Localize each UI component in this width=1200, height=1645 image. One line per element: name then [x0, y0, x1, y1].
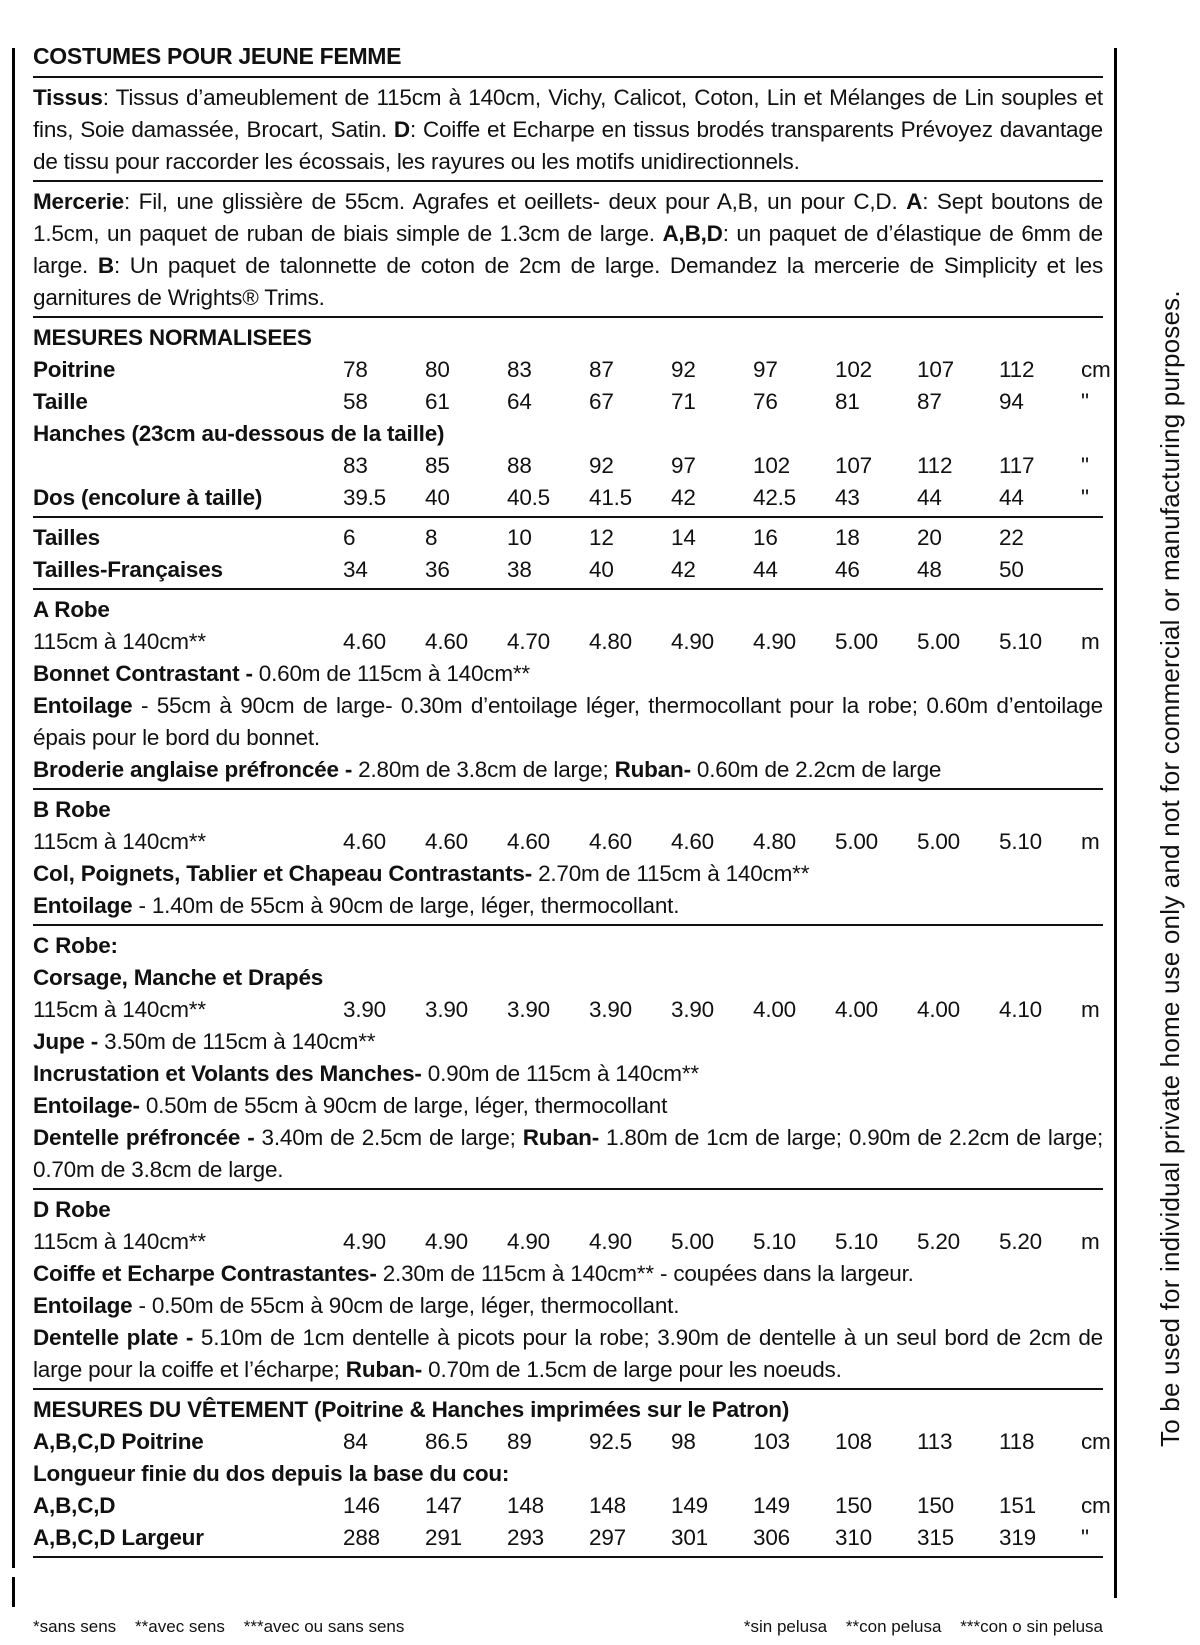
view-b-section: [33, 794, 1103, 922]
unit-cell: ": [1081, 485, 1089, 510]
value-cell: 14: [671, 525, 696, 550]
view-c-subheading: Corsage, Manche et Drapés: [33, 965, 324, 990]
value-cell: 40: [425, 485, 450, 510]
measures-heading: MESURES NORMALISEES: [33, 325, 312, 350]
value-cell: 12: [589, 525, 614, 550]
incrustation-text: 0.90m de 115cm à 140cm**: [427, 1061, 699, 1086]
value-cell: 84: [343, 1429, 368, 1454]
mercerie-a-label: A: [906, 189, 923, 214]
value-cell: 50: [999, 557, 1024, 582]
left-border-lower: [12, 1577, 15, 1607]
mercerie-label: Mercerie: [33, 189, 124, 214]
tissus-section: [33, 82, 1103, 178]
value-cell: 71: [671, 389, 696, 414]
value-cell: 87: [589, 357, 614, 382]
value-cell: 150: [835, 1493, 872, 1518]
value-cell: 4.90: [753, 629, 796, 654]
value-cell: 97: [671, 453, 696, 478]
mercerie-text: : Fil, une glissière de 55cm. Agrafes et oeillets- deux pour A,B, un pour C,D.: [123, 189, 907, 214]
value-cell: 89: [507, 1429, 532, 1454]
divider: [33, 316, 1103, 318]
view-d-section: [33, 1194, 1103, 1386]
value-cell: 4.60: [589, 829, 632, 854]
mercerie-text: : Un paquet de talonnette de coton de 2cm de large. Demandez la mercerie de Simplicity et les garnitures de Wrights® Trims.: [33, 253, 1103, 310]
garment-heading: MESURES DU VÊTEMENT (Poitrine & Hanches imprimées sur le Patron): [33, 1397, 790, 1422]
value-cell: 5.20: [999, 1229, 1042, 1254]
jupe-text: 3.50m de 115cm à 140cm**: [104, 1029, 376, 1054]
value-cell: 97: [753, 357, 778, 382]
value-cell: 67: [589, 389, 614, 414]
usage-disclaimer: To be used for individual private home use only and not for commercial or manufacturing purposes.: [1155, 290, 1185, 1447]
value-cell: 4.60: [343, 629, 386, 654]
value-cell: 4.00: [753, 997, 796, 1022]
value-cell: 149: [671, 1493, 708, 1518]
entoilage-text: 0.50m de 55cm à 90cm de large, léger, thermocollant: [145, 1093, 668, 1118]
divider: [33, 1556, 1103, 1558]
view-a-heading: A Robe: [33, 597, 110, 622]
size-row-tailles: [33, 522, 1103, 554]
unit-cell: cm: [1081, 1429, 1111, 1454]
value-cell: 16: [753, 525, 778, 550]
view-d-heading: D Robe: [33, 1197, 111, 1222]
entoilage-text: - 55cm à 90cm de large- 0.30m d’entoilage léger, thermocollant pour la robe; 0.60m d’entoilage épais pour le bord du bonnet.: [33, 693, 1103, 750]
value-cell: 4.60: [425, 629, 468, 654]
value-cell: 39.5: [343, 485, 386, 510]
col-label: Col, Poignets, Tablier et Chapeau Contrastants-: [33, 861, 539, 886]
value-cell: 107: [835, 453, 872, 478]
col-text: 2.70m de 115cm à 140cm**: [538, 861, 810, 886]
value-cell: 4.90: [507, 1229, 550, 1254]
value-cell: 108: [835, 1429, 872, 1454]
row-label: Taille: [33, 389, 88, 414]
entoilage-text: - 1.40m de 55cm à 90cm de large, léger, thermocollant.: [132, 893, 680, 918]
value-cell: 5.10: [999, 629, 1042, 654]
view-a-section: [33, 594, 1103, 786]
value-cell: 92: [671, 357, 696, 382]
value-cell: 5.10: [999, 829, 1042, 854]
size-row-francaises: [33, 554, 1103, 586]
incrustation-label: Incrustation et Volants des Manches-: [33, 1061, 428, 1086]
divider: [33, 788, 1103, 790]
value-cell: 42: [671, 557, 696, 582]
value-cell: 94: [999, 389, 1024, 414]
measure-row-dos: [33, 482, 1103, 514]
value-cell: 4.00: [917, 997, 960, 1022]
value-cell: 3.90: [589, 997, 632, 1022]
view-b-heading: B Robe: [33, 797, 111, 822]
value-cell: 5.00: [917, 829, 960, 854]
value-cell: 20: [917, 525, 942, 550]
value-cell: 5.00: [835, 829, 878, 854]
right-border: [1114, 48, 1117, 1598]
value-cell: 4.80: [589, 629, 632, 654]
garment-row-longueur: [33, 1490, 1111, 1522]
value-cell: 4.00: [835, 997, 878, 1022]
view-b-fabric-row: [33, 826, 1103, 858]
bonnet-label: Bonnet Contrastant -: [33, 661, 259, 686]
bonnet-text: 0.60m de 115cm à 140cm**: [258, 661, 530, 686]
value-cell: 92.5: [589, 1429, 632, 1454]
value-cell: 83: [507, 357, 532, 382]
value-cell: 4.60: [671, 829, 714, 854]
mercerie-section: [33, 186, 1103, 314]
row-label: A,B,C,D Poitrine: [33, 1429, 204, 1454]
value-cell: 36: [425, 557, 450, 582]
value-cell: 151: [999, 1493, 1036, 1518]
row-label: 115cm à 140cm**: [33, 997, 206, 1022]
entoilage-label: Entoilage: [33, 893, 133, 918]
unit-cell: m: [1081, 829, 1100, 854]
value-cell: 4.90: [343, 1229, 386, 1254]
entoilage-label: Entoilage: [33, 693, 133, 718]
value-cell: 148: [507, 1493, 544, 1518]
unit-cell: cm: [1081, 357, 1111, 382]
value-cell: 6: [343, 525, 356, 550]
broderie-text: 2.80m de 3.8cm de large;: [358, 757, 615, 782]
row-label: 115cm à 140cm**: [33, 629, 206, 654]
value-cell: 81: [835, 389, 860, 414]
unit-cell: cm: [1081, 1493, 1111, 1518]
value-cell: 4.10: [999, 997, 1042, 1022]
value-cell: 88: [507, 453, 532, 478]
measure-row-hanches: [33, 450, 1103, 482]
value-cell: 44: [917, 485, 942, 510]
jupe-label: Jupe -: [33, 1029, 105, 1054]
value-cell: 18: [835, 525, 860, 550]
value-cell: 10: [507, 525, 532, 550]
divider: [33, 924, 1103, 926]
value-cell: 293: [507, 1525, 544, 1550]
value-cell: 44: [999, 485, 1024, 510]
value-cell: 291: [425, 1525, 462, 1550]
value-cell: 22: [999, 525, 1024, 550]
value-cell: 40.5: [507, 485, 550, 510]
hanches-label: Hanches (23cm au-dessous de la taille): [33, 421, 445, 446]
unit-cell: ": [1081, 453, 1089, 478]
value-cell: 103: [753, 1429, 790, 1454]
unit-cell: ": [1081, 389, 1089, 414]
divider: [33, 76, 1103, 78]
entoilage-label: Entoilage: [33, 1293, 133, 1318]
value-cell: 98: [671, 1429, 696, 1454]
value-cell: 319: [999, 1525, 1036, 1550]
view-c-heading: C Robe:: [33, 933, 118, 958]
value-cell: 76: [753, 389, 778, 414]
value-cell: 310: [835, 1525, 872, 1550]
measure-row-taille: [33, 386, 1103, 418]
value-cell: 64: [507, 389, 532, 414]
dentelle-text: 5.10m de 1cm dentelle à picots pour la robe; 3.90m de dentelle à un seul bord de 2cm de large pour la coiffe et l’écharpe;: [33, 1325, 1103, 1382]
value-cell: 301: [671, 1525, 708, 1550]
garment-section: [33, 1394, 1111, 1554]
divider: [33, 516, 1103, 518]
value-cell: 102: [753, 453, 790, 478]
mercerie-abd-label: A,B,D: [662, 221, 723, 246]
divider: [33, 588, 1103, 590]
value-cell: 306: [753, 1525, 790, 1550]
tissus-d-text: : Coiffe et Echarpe en tissus brodés transparents Prévoyez davantage de tissu pour raccorder les écossais, les rayures ou les motifs unidirectionnels.: [33, 117, 1103, 174]
value-cell: 113: [917, 1429, 953, 1454]
view-c-fabric-row: [33, 994, 1103, 1026]
value-cell: 4.80: [753, 829, 796, 854]
view-c-section: [33, 930, 1103, 1186]
value-cell: 118: [999, 1429, 1035, 1454]
value-cell: 117: [999, 453, 1035, 478]
dentelle-label: Dentelle plate -: [33, 1325, 201, 1350]
value-cell: 4.60: [425, 829, 468, 854]
value-cell: 112: [917, 453, 953, 478]
value-cell: 38: [507, 557, 532, 582]
value-cell: 4.90: [671, 629, 714, 654]
longueur-label: Longueur finie du dos depuis la base du cou:: [33, 1461, 510, 1486]
value-cell: 80: [425, 357, 450, 382]
entoilage-label: Entoilage-: [33, 1093, 146, 1118]
tissus-d-label: D: [393, 117, 410, 142]
value-cell: 42: [671, 485, 696, 510]
ruban-label: Ruban-: [345, 1357, 429, 1382]
value-cell: 4.70: [507, 629, 550, 654]
value-cell: 147: [425, 1493, 462, 1518]
measure-row-poitrine: [33, 354, 1111, 386]
value-cell: 102: [835, 357, 872, 382]
value-cell: 149: [753, 1493, 790, 1518]
left-border: [12, 48, 15, 1568]
value-cell: 86.5: [425, 1429, 468, 1454]
value-cell: 112: [999, 357, 1035, 382]
value-cell: 43: [835, 485, 860, 510]
value-cell: 61: [425, 389, 450, 414]
sizes-section: [33, 522, 1103, 586]
row-label: A,B,C,D Largeur: [33, 1525, 204, 1550]
value-cell: 83: [343, 453, 368, 478]
value-cell: 5.00: [917, 629, 960, 654]
ruban-label: Ruban-: [522, 1125, 607, 1150]
row-label: A,B,C,D: [33, 1493, 116, 1518]
footnotes: [33, 1617, 1103, 1637]
value-cell: 3.90: [425, 997, 468, 1022]
divider: [33, 1388, 1103, 1390]
value-cell: 150: [917, 1493, 954, 1518]
row-label: Dos (encolure à taille): [33, 485, 263, 510]
mercerie-b-label: B: [97, 253, 114, 278]
coiffe-label: Coiffe et Echarpe Contrastantes-: [33, 1261, 383, 1286]
unit-cell: ": [1081, 1525, 1089, 1550]
value-cell: 315: [917, 1525, 954, 1550]
dentelle-label: Dentelle préfroncée -: [33, 1125, 262, 1150]
value-cell: 8: [425, 525, 438, 550]
row-label: 115cm à 140cm**: [33, 1229, 206, 1254]
unit-cell: m: [1081, 997, 1100, 1022]
row-label: 115cm à 140cm**: [33, 829, 206, 854]
tissus-label: Tissus: [33, 85, 103, 110]
unit-cell: m: [1081, 629, 1100, 654]
value-cell: 42.5: [753, 485, 796, 510]
ruban-label: Ruban-: [614, 757, 697, 782]
broderie-label: Broderie anglaise préfroncée -: [33, 757, 359, 782]
value-cell: 107: [917, 357, 954, 382]
coiffe-text: 2.30m de 115cm à 140cm** - coupées dans la largeur.: [382, 1261, 914, 1286]
dentelle-text: 3.40m de 2.5cm de large;: [261, 1125, 523, 1150]
unit-cell: m: [1081, 1229, 1100, 1254]
mercerie-text: : Sept boutons de 1.5cm, un paquet de ruban de biais simple de 1.3cm de large.: [33, 189, 1103, 246]
value-cell: 46: [835, 557, 860, 582]
value-cell: 4.60: [507, 829, 550, 854]
value-cell: 4.60: [343, 829, 386, 854]
row-label: Tailles: [33, 525, 100, 550]
value-cell: 146: [343, 1493, 380, 1518]
divider: [33, 180, 1103, 182]
divider: [33, 1188, 1103, 1190]
value-cell: 41.5: [589, 485, 632, 510]
row-label: Poitrine: [33, 357, 116, 382]
value-cell: 5.10: [835, 1229, 878, 1254]
value-cell: 5.00: [671, 1229, 714, 1254]
garment-row-poitrine: [33, 1426, 1111, 1458]
value-cell: 4.90: [425, 1229, 468, 1254]
value-cell: 87: [917, 389, 942, 414]
value-cell: 297: [589, 1525, 626, 1550]
footnote-fr: *sans sens **avec sens ***avec ou sans sens: [33, 1617, 405, 1636]
ruban-text: 0.70m de 1.5cm de large pour les noeuds.: [428, 1357, 842, 1382]
value-cell: 5.10: [753, 1229, 796, 1254]
measures-section: [33, 322, 1111, 514]
value-cell: 3.90: [507, 997, 550, 1022]
value-cell: 78: [343, 357, 368, 382]
value-cell: 85: [425, 453, 450, 478]
value-cell: 48: [917, 557, 942, 582]
value-cell: 3.90: [671, 997, 714, 1022]
view-a-fabric-row: [33, 626, 1103, 658]
value-cell: 148: [589, 1493, 626, 1518]
tissus-text: : Tissus d’ameublement de 115cm à 140cm, Vichy, Calicot, Coton, Lin et Mélanges de Lin souples et fins, Soie damassée, Brocart, Satin.: [33, 85, 1103, 142]
value-cell: 40: [589, 557, 614, 582]
row-label: Tailles-Françaises: [33, 557, 223, 582]
value-cell: 4.90: [589, 1229, 632, 1254]
page-title: COSTUMES POUR JEUNE FEMME: [33, 43, 402, 69]
footnote-es: *sin pelusa **con pelusa ***con o sin pelusa: [743, 1617, 1103, 1636]
pattern-envelope-back: [33, 38, 1111, 1562]
view-d-fabric-row: [33, 1226, 1103, 1258]
value-cell: 34: [343, 557, 368, 582]
entoilage-text: - 0.50m de 55cm à 90cm de large, léger, thermocollant.: [132, 1293, 680, 1318]
value-cell: 3.90: [343, 997, 386, 1022]
value-cell: 5.00: [835, 629, 878, 654]
ruban-text: 1.80m de 1cm de large; 0.90m de 2.2cm de large; 0.70m de 3.8cm de large.: [33, 1125, 1103, 1182]
value-cell: 58: [343, 389, 368, 414]
value-cell: 44: [753, 557, 778, 582]
value-cell: 288: [343, 1525, 380, 1550]
ruban-text: 0.60m de 2.2cm de large: [696, 757, 942, 782]
mercerie-text: : un paquet de d’élastique de 6mm de large.: [33, 221, 1103, 278]
garment-row-largeur: [33, 1522, 1103, 1554]
value-cell: 5.20: [917, 1229, 960, 1254]
value-cell: 92: [589, 453, 614, 478]
